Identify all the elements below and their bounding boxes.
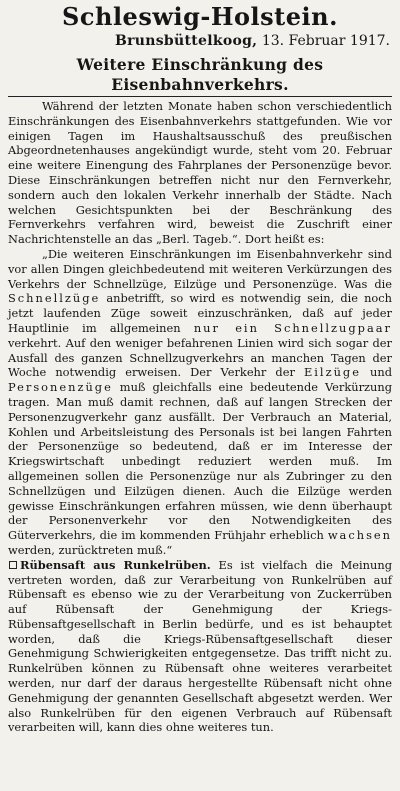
quote-emphasis: nur ein Schnellzugpaar	[193, 320, 392, 335]
square-marker-icon	[9, 561, 17, 569]
article-ruebensaft-text: Es ist vielfach die Meinung vertreten worden, daß zur Verarbeitung von Runkelrüben auf Rübensaft es ebenso wie zu der Verarbeitung von Zuckerrüben auf Rübensaft der Genehmigung der Kriegs-Rübensaftgesellschaft in Berlin bedürfe, und es ist behauptet worden, daß die Kriegs-Rübensaftgesellschaft dieser Genehmigung Schwierigkeiten entgegensetze. Das trifft nicht zu. Runkelrüben können zu Rübensaft ohne weiteres verarbeitet werden, nur darf der daraus hergestellte Rübensaft nicht ohne Genehmigung der genannten Gesellschaft abgesetzt werden. Wer also Runkelrüben für den eigenen Verbrauch auf Rübensaft verarbeiten will, kann dies ohne weiteres tun.	[8, 557, 392, 735]
article-headline: Weitere Einschränkung des Eisenbahnverkehrs.	[76, 55, 324, 94]
quote-part: muß gleichfalls eine bedeutende Verkürzung tragen. Man muß damit rechnen, daß auf langen Strecken der Personenzugverkehr ganz ausfällt. Der Verbrauch an Material, Kohlen und Arbeitsleistung des Personals ist bei langen Fahrten der Personenzüge so bedeutend, daß er im Interesse der Kriegswirtschaft unbedingt reduziert werden muß. Im allgemeinen sollen die Personenzüge nur als Zubringer zu den Schnellzügen und Eilzügen dienen. Auch die Eilzüge werden gewisse Einschränkungen erfahren müssen, wie denn überhaupt der Personenverkehr vor den Notwendigkeiten des Güterverkehrs, die im kommenden Frühjahr erheblich	[8, 380, 392, 543]
article-quote	[8, 247, 392, 558]
article-ruebensaft-lead: Rübensaft aus Runkelrüben.	[20, 557, 211, 572]
quote-emphasis: Eilzüge	[303, 365, 361, 380]
quote-emphasis: Personenzüge	[8, 380, 113, 395]
quote-emphasis: wachsen	[327, 528, 392, 543]
region-title: Schleswig-Holstein.	[62, 2, 338, 31]
quote-part: und	[360, 365, 392, 380]
quote-part: „Die weiteren Einschränkungen im Eisenbahnverkehr sind vor allen Dingen gleichbedeutend mit weiteren Verkürzungen des Verkehrs der Schnellzüge, Eilzüge und Personenzüge. Was die	[8, 246, 392, 291]
dateline	[8, 32, 390, 51]
quote-emphasis: Schnellzüge	[8, 291, 101, 306]
quote-part: anbetrifft, so wird es notwendig sein, die noch jetzt laufenden Züge soweit einzuschränken, daß auf jeder Hauptlinie im allgemeinen	[8, 291, 392, 335]
article-intro: Während der letzten Monate haben schon verschiedentlich Einschränkungen des Eisenbahnverkehrs stattgefunden. Wie vor einigen Tagen im Haushaltsausschuß des preußischen Abgeordnetenhauses angekündigt wurde, steht vom 20. Februar eine weitere Einengung des Fahrplanes der Personenzüge bevor. Diese Einschränkungen betreffen nicht nur den Fernverkehr, sondern auch den lokalen Verkehr innerhalb der Städte. Nach welchen Gesichtspunkten bei der Beschränkung des Fernverkehrs verfahren wird, beweist die Zuschrift einer Nachrichtenstelle an das „Berl. Tageb.“. Dort heißt es:	[8, 99, 392, 247]
headline-rule	[8, 96, 392, 97]
article-ruebensaft	[8, 558, 392, 736]
dateline-date: 13. Februar 1917.	[261, 33, 390, 49]
dateline-place: Brunsbüttelkoog,	[114, 33, 258, 49]
quote-part: verkehrt. Auf den weniger befahrenen Linien wird sich sogar der Ausfall des ganzen Schnellzugverkehrs an manchen Tagen der Woche notwendig erweisen. Der Verkehr der	[8, 335, 392, 380]
quote-part: werden, zurücktreten muß.“	[8, 542, 173, 557]
